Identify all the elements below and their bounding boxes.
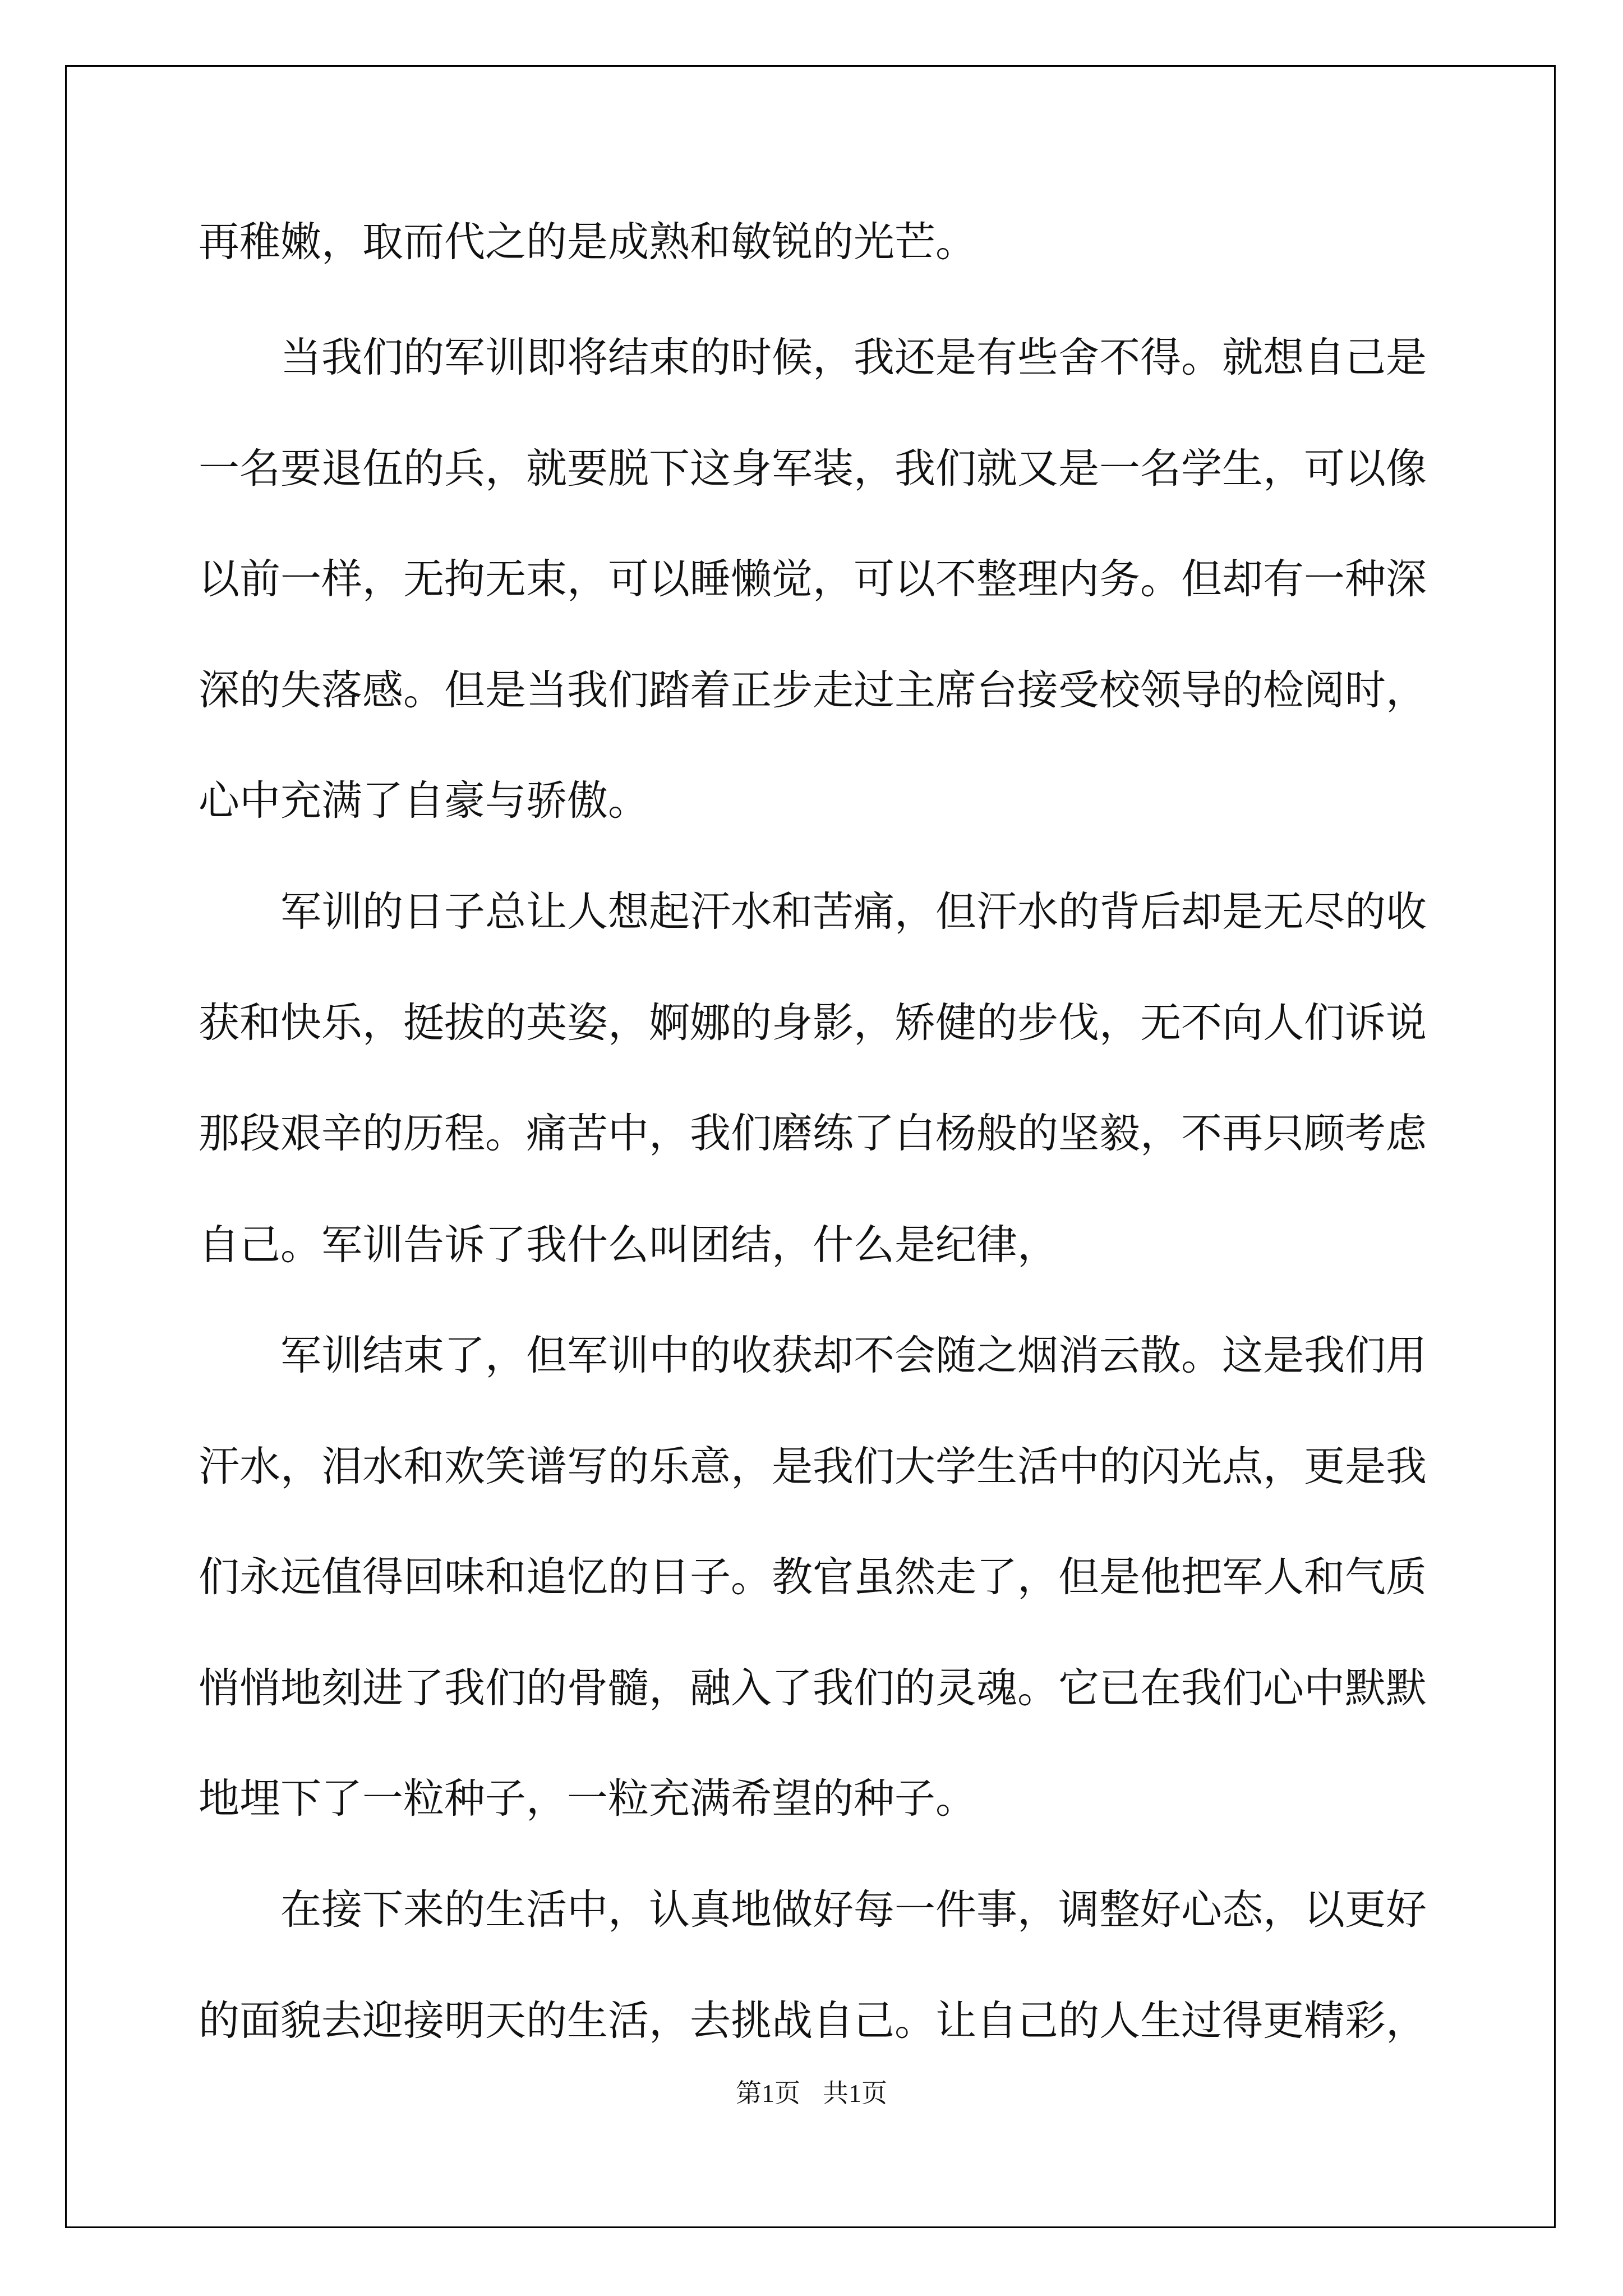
text-line: 获和快乐，挺拔的英姿，婀娜的身影，矫健的步伐，无不向人们诉说 (199, 999, 1427, 1047)
text-line: 自己。军训告诉了我什么叫团结，什么是纪律， (199, 1221, 1058, 1269)
text-line: 当我们的军训即将结束的时候，我还是有些舍不得。就想自己是 (280, 334, 1427, 381)
text-line: 地埋下了一粒种子，一粒充满希望的种子。 (199, 1775, 976, 1823)
text-line: 的面貌去迎接明天的生活，去挑战自己。让自己的人生过得更精彩， (199, 1997, 1427, 2045)
text-line: 心中充满了自豪与骄傲。 (199, 777, 649, 825)
text-line: 以前一样，无拘无束，可以睡懒觉，可以不整理内务。但却有一种深 (199, 555, 1427, 603)
text-line: 深的失落感。但是当我们踏着正步走过主席台接受校领导的检阅时， (199, 666, 1427, 714)
page-footer (0, 2077, 1623, 2110)
text-line: 汗水，泪水和欢笑谱写的乐意，是我们大学生活中的闪光点，更是我 (199, 1443, 1427, 1490)
text-line: 再稚嫩，取而代之的是成熟和敏锐的光芒。 (199, 218, 976, 266)
text-line: 在接下来的生活中，认真地做好每一件事，调整好心态，以更好 (280, 1886, 1427, 1934)
text-line: 悄悄地刻进了我们的骨髓，融入了我们的灵魂。它已在我们心中默默 (199, 1664, 1427, 1712)
text-line: 那段艰辛的历程。痛苦中，我们磨练了白杨般的坚毅，不再只顾考虑 (199, 1110, 1427, 1157)
page-number: 第1页 (736, 2079, 800, 2108)
text-line: 们永远值得回味和追忆的日子。教官虽然走了，但是他把军人和气质 (199, 1553, 1427, 1601)
text-line: 一名要退伍的兵，就要脱下这身军装，我们就又是一名学生，可以像 (199, 445, 1427, 493)
text-line: 军训结束了，但军训中的收获却不会随之烟消云散。这是我们用 (280, 1332, 1427, 1379)
text-line: 军训的日子总让人想起汗水和苦痛，但汗水的背后却是无尽的收 (280, 888, 1427, 936)
page-total: 共1页 (823, 2079, 887, 2108)
